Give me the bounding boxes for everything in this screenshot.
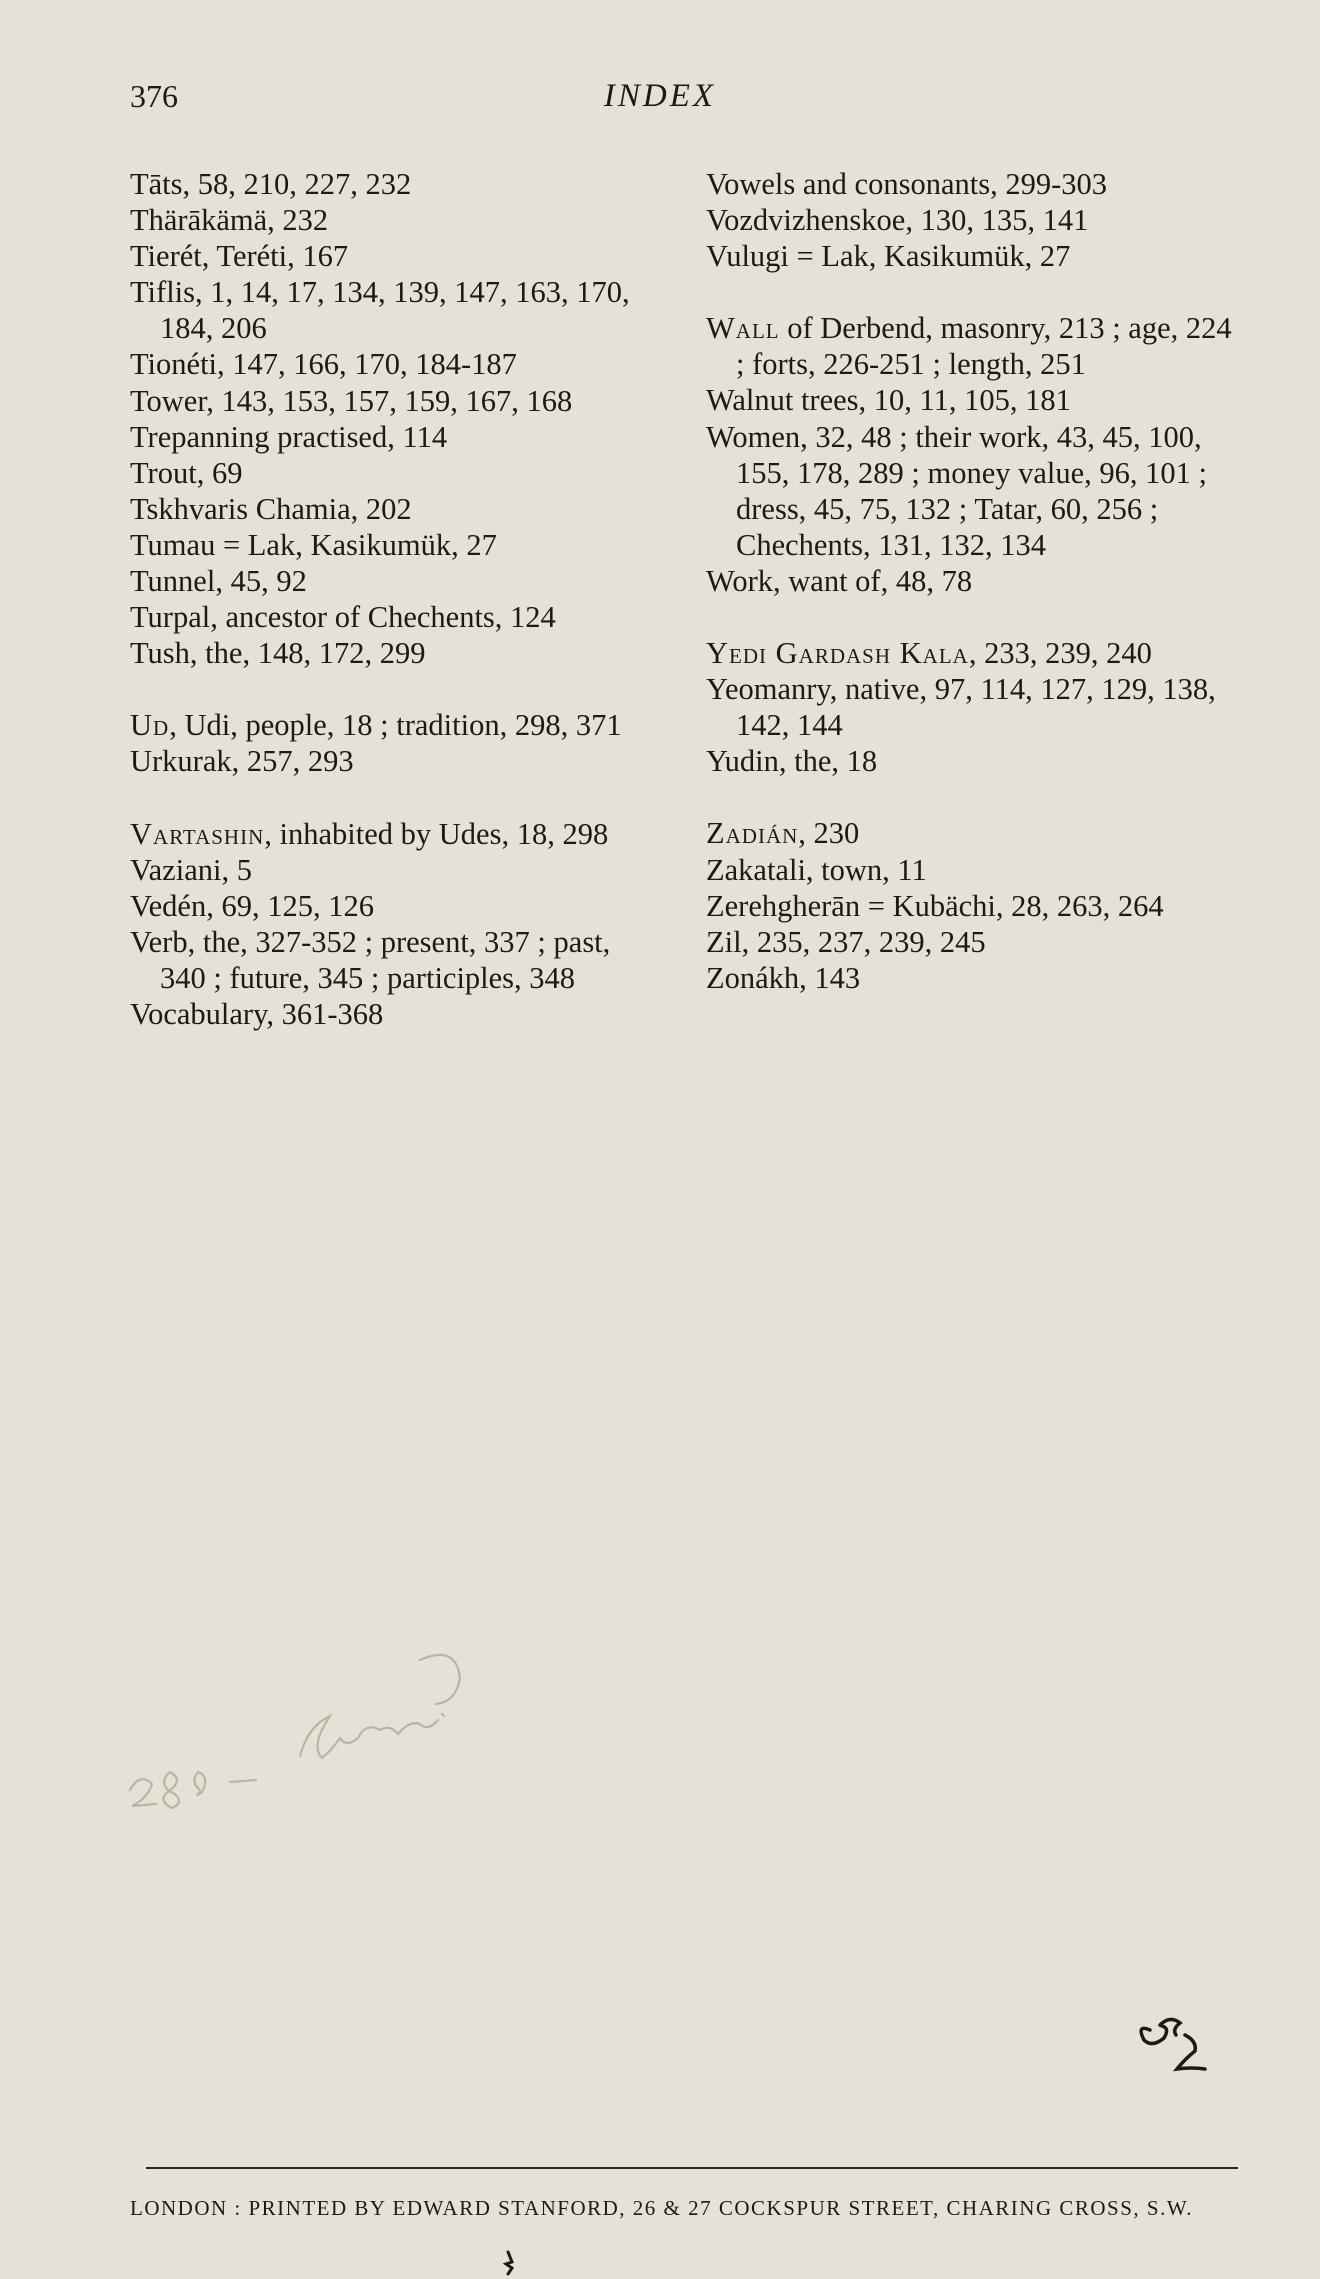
index-entry: Women, 32, 48 ; their work, 43, 45, 100, 155, 178, 289 ; money value, 96, 101 ; dress, 45, 75, 132 ; Tatar, 60, 256 ; Chechents, 131, 132, 134 [706, 419, 1208, 562]
index-entry [706, 815, 1244, 851]
index-entry: Tumau = Lak, Kasikumük, 27 [130, 527, 497, 562]
index-entry: Trout, 69 [130, 455, 243, 490]
index-column-left [130, 166, 655, 1032]
index-entry: Walnut trees, 10, 11, 105, 181 [706, 383, 1071, 418]
index-entry: Vulugi = Lak, Kasikumük, 27 [706, 239, 1071, 274]
entry-lead: Ud [130, 708, 170, 743]
index-entry: Vaziani, 5 [130, 852, 252, 887]
entry-lead: Wall [706, 311, 780, 346]
footer-rule [146, 2167, 1238, 2169]
entry-lead: Vartashin [130, 816, 265, 851]
ink-speck [498, 2250, 520, 2276]
index-entry: Work, want of, 48, 78 [706, 563, 973, 598]
index-entry [706, 310, 1244, 382]
printer-imprint: LONDON : PRINTED BY EDWARD STANFORD, 26 & 27 COCKSPUR STREET, CHARING CROSS, S.W. [130, 2196, 1193, 2220]
page-number: 376 [130, 78, 178, 114]
index-entry: Vocabulary, 361-368 [130, 996, 384, 1031]
index-entry: Thärākämä, 232 [130, 203, 329, 238]
pencil-annotation [120, 1640, 600, 1840]
page-header [0, 78, 1320, 128]
index-entry: Vozdvizhenskoe, 130, 135, 141 [706, 203, 1089, 238]
running-head: INDEX [603, 78, 717, 114]
index-entry: Trepanning practised, 114 [130, 419, 448, 454]
entry-text: , 230 [798, 816, 860, 851]
ink-mark [1130, 1995, 1250, 2085]
index-entry: Yudin, the, 18 [706, 744, 878, 779]
entry-lead: Zadián [706, 816, 799, 851]
index-entry: Vedén, 69, 125, 126 [130, 888, 374, 923]
index-entry [130, 816, 655, 852]
index-column-right [706, 166, 1244, 996]
index-entry: Verb, the, 327-352 ; present, 337 ; past, 340 ; future, 345 ; participles, 348 [130, 924, 611, 995]
index-entry: Tower, 143, 153, 157, 159, 167, 168 [130, 383, 573, 418]
entry-text: of Derbend, masonry, 213 ; age, 224 ; forts, 226-251 ; length, 251 [736, 311, 1232, 382]
index-entry: Tunnel, 45, 92 [130, 564, 307, 599]
index-entry [130, 707, 655, 743]
index-entry: Turpal, ancestor of Chechents, 124 [130, 600, 556, 635]
index-entry: Urkurak, 257, 293 [130, 744, 354, 779]
entry-text: , 233, 239, 240 [968, 636, 1152, 671]
index-entry [706, 635, 1244, 671]
index-entry: Tionéti, 147, 166, 170, 184-187 [130, 347, 517, 382]
index-entry: Tierét, Teréti, 167 [130, 239, 349, 274]
index-entry: Zakatali, town, 11 [706, 852, 927, 887]
index-entry: Tiflis, 1, 14, 17, 134, 139, 147, 163, 170, 184, 206 [130, 275, 630, 346]
index-entry: Zonákh, 143 [706, 960, 861, 995]
entry-text: , Udi, people, 18 ; tradition, 298, 371 [169, 708, 622, 743]
index-entry: Yeomanry, native, 97, 114, 127, 129, 138, 142, 144 [706, 672, 1216, 743]
entry-text: , inhabited by Udes, 18, 298 [264, 816, 609, 851]
entry-lead: Yedi Gardash Kala [706, 636, 969, 671]
index-entry: Zerehgherān = Kubächi, 28, 263, 264 [706, 888, 1164, 923]
index-entry: Tush, the, 148, 172, 299 [130, 636, 426, 671]
index-entry: Tāts, 58, 210, 227, 232 [130, 167, 412, 201]
index-entry: Vowels and consonants, 299-303 [706, 167, 1107, 201]
index-entry: Tskhvaris Chamia, 202 [130, 491, 412, 526]
index-entry: Zil, 235, 237, 239, 245 [706, 924, 986, 959]
